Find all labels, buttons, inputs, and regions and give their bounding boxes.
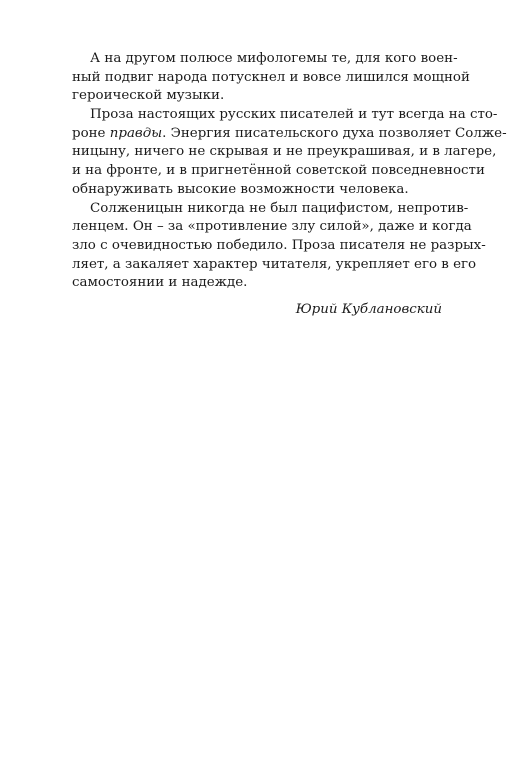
paragraph-3: [72, 200, 486, 293]
text-line: самостоянии и надежде.: [72, 275, 248, 291]
text-line: героической музыки.: [72, 88, 225, 104]
text-line: [72, 106, 498, 125]
text-line: ный подвиг народа потускнел и вовсе лишился мощной: [72, 69, 470, 85]
text-line: [72, 181, 442, 200]
text-segment: обнаруживать высокие возможности человека.: [72, 181, 409, 197]
text-line: А на другом полюсе мифологемы те, для кого воен-: [90, 51, 458, 66]
text-line: ленцем. Он – за «противление злу силой», даже и когда: [72, 219, 472, 235]
body-text: [72, 50, 507, 320]
text-segment: ницыну, ничего не скрывая и не преукрашивая, и в лагере,: [72, 144, 497, 160]
text-segment: и на фронте, и в пригнетённой советской повседневности: [72, 163, 485, 179]
paragraph-2: [72, 106, 507, 199]
text-line: [72, 143, 497, 162]
text-segment: Проза настоящих русских писателей и тут всегда на сто-: [90, 107, 498, 123]
author-signature: Юрий Кублановский: [295, 301, 442, 317]
text-segment: . Энергия писательского духа позволяет Солже-: [162, 125, 507, 141]
text-line: [72, 162, 485, 181]
text-line: Солженицын никогда не был пацифистом, непротив-: [90, 200, 469, 216]
text-line: [72, 125, 507, 144]
text-segment: роне: [72, 125, 110, 141]
text-line: зло с очевидностью победило. Проза писателя не разрых-: [72, 237, 486, 253]
emphasis-text: правды: [109, 125, 163, 141]
text-line: ляет, а закаляет характер читателя, укрепляет его в его: [72, 256, 477, 272]
paragraph-1: [72, 50, 470, 106]
